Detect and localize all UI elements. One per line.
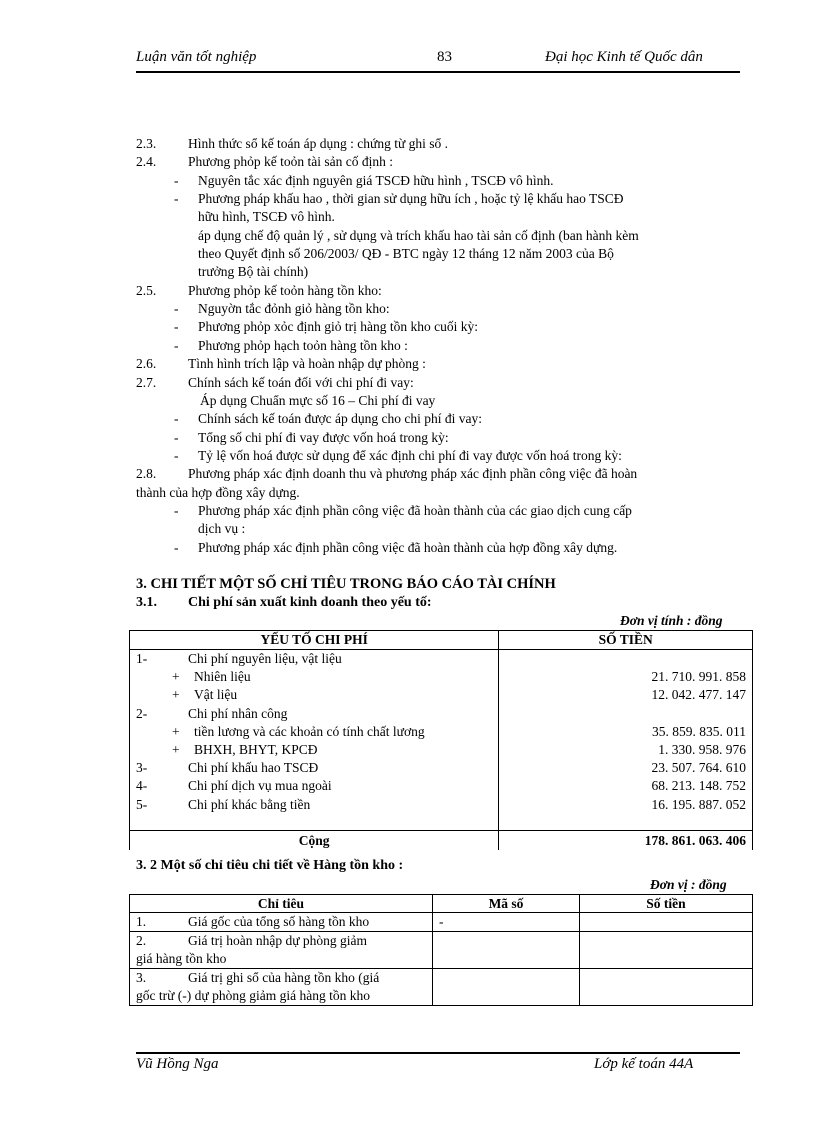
row-label: Nhiên liệu <box>194 669 251 685</box>
inventory-table <box>129 894 753 1006</box>
row-text: gốc trừ (-) dự phòng giảm giá hàng tồn kho <box>136 988 370 1003</box>
total-label: Cộng <box>130 830 499 850</box>
item-text: Phương pháp xác định phần công việc đã hoàn thành của hợp đồng xây dựng. <box>198 540 618 555</box>
bullet: - <box>174 411 179 426</box>
table-cell <box>130 686 499 704</box>
column-header: SỐ TIỀN <box>499 631 753 650</box>
row-label: BHXH, BHYT, KPCĐ <box>194 742 318 758</box>
row-marker: 5- <box>136 796 148 812</box>
table-row <box>130 796 753 814</box>
item-text: Phương pháp xác định doanh thu và phương pháp xác định phần công việc đã hoàn <box>188 466 638 481</box>
row-label: Chi phí nguyên liệu, vật liệu <box>188 651 342 666</box>
item-text: Nguyên tắc xác định nguyên giá TSCĐ hữu hình , TSCĐ vô hình. <box>198 173 554 188</box>
column-header: Chỉ tiêu <box>130 895 433 913</box>
row-label: Chi phí khấu hao TSCĐ <box>188 760 319 776</box>
column-header: Mã số <box>433 895 580 913</box>
row-marker: + <box>172 687 180 703</box>
item-text: Nguyờn tắc đỏnh giỏ hàng tồn kho: <box>198 301 390 316</box>
row-amount: 35. 859. 835. 011 <box>499 723 753 741</box>
item-text: Tình hình trích lập và hoàn nhập dự phòng : <box>188 356 426 371</box>
row-text: Giá trị hoàn nhập dự phòng giảm <box>188 933 368 948</box>
bullet: - <box>174 430 179 445</box>
bullet: - <box>174 191 179 206</box>
bullet: - <box>174 503 179 518</box>
row-text: Giá trị ghi sổ của hàng tồn kho (giá <box>188 970 380 985</box>
item-text: Phương phỏp kế toỏn tài sản cố định : <box>188 154 393 169</box>
table-row <box>130 650 753 669</box>
item-text: Tổng số chi phí đi vay được vốn hoá trong kỳ: <box>198 430 449 445</box>
page-number: 83 <box>437 49 452 65</box>
row-amount: 21. 710. 991. 858 <box>499 668 753 686</box>
table-cell <box>580 932 753 969</box>
bullet: - <box>174 319 179 334</box>
subsection-title: Chi phí sản xuất kinh doanh theo yếu tố: <box>188 595 432 610</box>
row-marker: 3- <box>136 760 148 776</box>
row-amount <box>499 705 753 723</box>
cost-table-body <box>130 650 753 850</box>
table-cell <box>130 796 499 814</box>
table-row <box>130 759 753 777</box>
table-cell <box>130 777 499 795</box>
row-label: Chi phí khác bằng tiền <box>188 796 311 812</box>
total-row <box>130 830 753 850</box>
item-text: Áp dụng Chuẩn mực số 16 – Chi phí đi vay <box>200 393 436 408</box>
item-number: 2.4. <box>136 154 157 169</box>
column-header: Số tiền <box>580 895 753 913</box>
table-cell <box>130 913 433 932</box>
row-amount: 1. 330. 958. 976 <box>499 741 753 759</box>
table-cell <box>580 969 753 1006</box>
table-cell <box>130 969 433 1006</box>
table-cell <box>130 723 499 741</box>
footer-right: Lớp kế toán 44A <box>594 1056 694 1072</box>
row-amount: 68. 213. 148. 752 <box>499 777 753 795</box>
bullet: - <box>174 540 179 555</box>
header-left: Luận văn tốt nghiệp <box>136 49 257 65</box>
row-marker: + <box>172 669 180 685</box>
table-cell <box>130 650 499 669</box>
row-number: 1. <box>136 914 147 929</box>
row-label: Chi phí dịch vụ mua ngoài <box>188 778 332 794</box>
total-value: 178. 861. 063. 406 <box>499 830 753 850</box>
item-number: 2.8. <box>136 466 157 481</box>
item-text: Chính sách kế toán được áp dụng cho chi phí đi vay: <box>198 411 483 426</box>
row-marker: + <box>172 723 180 739</box>
item-number: 2.3. <box>136 136 157 151</box>
row-label: Vật liệu <box>194 687 238 703</box>
table-row <box>130 777 753 795</box>
item-text: Chính sách kế toán đối với chi phí đi vay: <box>188 375 414 390</box>
spacer-row <box>130 814 753 831</box>
row-number: 3. <box>136 970 147 985</box>
column-header: YẾU TỐ CHI PHÍ <box>130 631 499 650</box>
row-label: Chi phí nhân công <box>188 705 288 721</box>
row-amount: 16. 195. 887. 052 <box>499 796 753 814</box>
table-row <box>130 686 753 704</box>
row-amount: 12. 042. 477. 147 <box>499 686 753 704</box>
row-marker: 1- <box>136 651 148 666</box>
table-row <box>130 741 753 759</box>
table-cell <box>130 668 499 686</box>
table-cell <box>130 932 433 969</box>
footer-rule <box>136 1052 740 1054</box>
item-text: áp dụng chế độ quản lý , sử dụng và trích khấu hao tài sản cố định (ban hành kèm <box>198 228 639 243</box>
row-marker: 4- <box>136 778 148 794</box>
item-text: hữu hình, TSCĐ vô hình. <box>198 209 335 224</box>
item-text: Phương pháp khấu hao , thời gian sử dụng hữu ích , hoặc tỷ lệ khấu hao TSCĐ <box>198 191 624 206</box>
bullet: - <box>174 301 179 316</box>
row-marker: 2- <box>136 705 148 721</box>
row-text: giá hàng tồn kho <box>136 951 227 966</box>
row-label: tiền lương và các khoản có tính chất lương <box>194 723 425 739</box>
item-text: Phương phỏp kế toỏn hàng tồn kho: <box>188 283 382 298</box>
table-row <box>130 969 753 1006</box>
table-cell <box>130 759 499 777</box>
bullet: - <box>174 173 179 188</box>
item-text: Phương phỏp xỏc định giỏ trị hàng tồn kho cuối kỳ: <box>198 319 478 334</box>
item-text: trưởng Bộ tài chính) <box>198 264 309 279</box>
unit-label: Đơn vị tính : đồng <box>620 613 723 628</box>
subsection-number: 3.1. <box>136 595 157 610</box>
item-number: 2.5. <box>136 283 157 298</box>
row-text: Giá gốc của tổng số hàng tồn kho <box>188 914 370 929</box>
table-cell <box>580 913 753 932</box>
table-row <box>130 723 753 741</box>
item-number: 2.7. <box>136 375 157 390</box>
bullet: - <box>174 448 179 463</box>
cost-table <box>129 630 753 850</box>
header-right: Đại học Kinh tế Quốc dân <box>545 49 703 65</box>
item-number: 2.6. <box>136 356 157 371</box>
item-text: Phương pháp xác định phần công việc đã hoàn thành của các giao dịch cung cấp <box>198 503 632 518</box>
table-cell <box>130 741 499 759</box>
unit-label: Đơn vị : đồng <box>650 877 727 892</box>
item-text: Tỷ lệ vốn hoá được sử dụng để xác định chi phí đi vay được vốn hoá trong kỳ: <box>198 448 622 463</box>
table-cell <box>433 969 580 1006</box>
table-cell <box>130 814 499 831</box>
table-cell <box>499 814 753 831</box>
item-text: thành của hợp đồng xây dựng. <box>136 485 300 500</box>
table-row <box>130 705 753 723</box>
footer-left: Vũ Hồng Nga <box>136 1056 219 1072</box>
table-row <box>130 668 753 686</box>
item-text: Phương phỏp hạch toỏn hàng tồn kho : <box>198 338 408 353</box>
row-number: 2. <box>136 933 147 948</box>
table-cell: - <box>433 913 580 932</box>
item-text: dịch vụ : <box>198 521 246 536</box>
table-row <box>130 913 753 932</box>
bullet: - <box>174 338 179 353</box>
header-rule <box>136 71 740 73</box>
row-marker: + <box>172 742 180 758</box>
section-heading: 3. 2 Một số chỉ tiêu chi tiết về Hàng tồn kho : <box>136 858 404 873</box>
item-text: theo Quyết định số 206/2003/ QĐ - BTC ngày 12 tháng 12 năm 2003 của Bộ <box>198 246 614 261</box>
table-cell <box>433 932 580 969</box>
item-text: Hình thức sổ kế toán áp dụng : chứng từ ghi sổ . <box>188 136 449 151</box>
table-row <box>130 932 753 969</box>
section-heading: 3. CHI TIẾT MỘT SỐ CHỈ TIÊU TRONG BÁO CÁO TÀI CHÍNH <box>136 576 556 592</box>
table-cell <box>130 705 499 723</box>
row-amount: 23. 507. 764. 610 <box>499 759 753 777</box>
row-amount <box>499 650 753 669</box>
